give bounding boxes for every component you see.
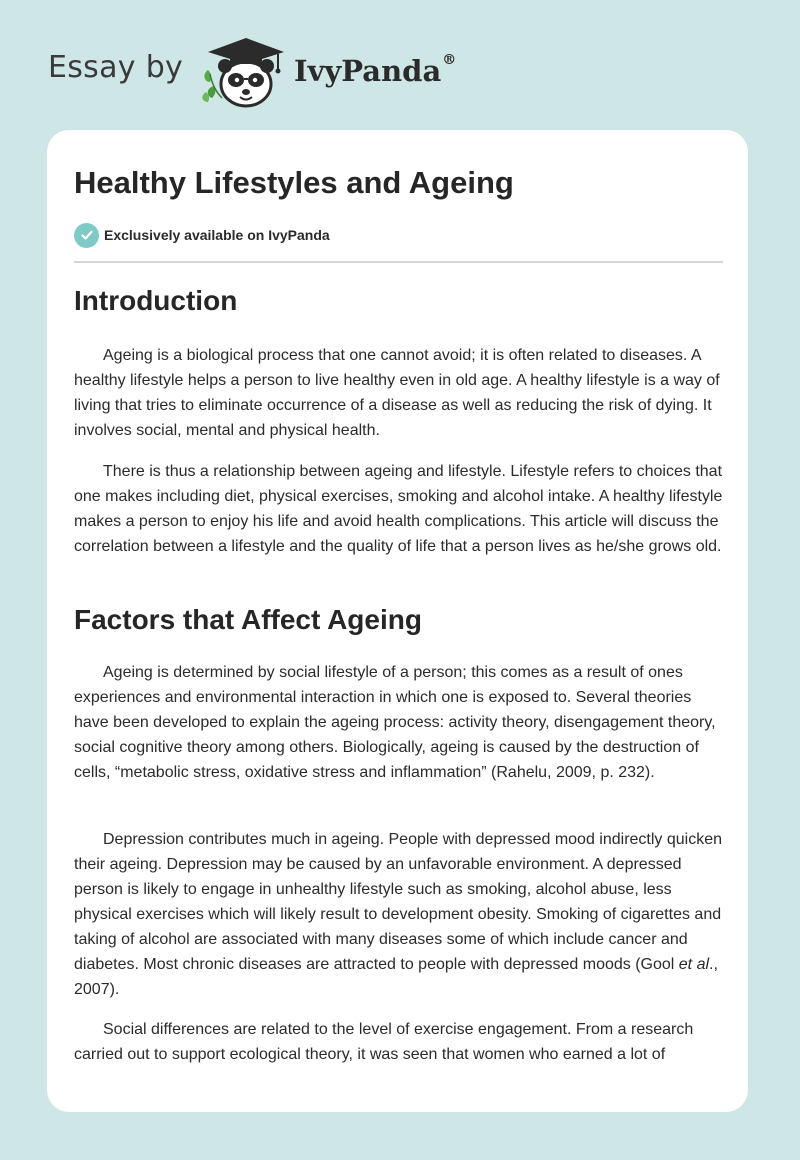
panda-logo-icon[interactable] [200,34,288,110]
badge-label: Exclusively available on IvyPanda [104,227,330,243]
section-heading-factors: Factors that Affect Ageing [74,604,422,635]
essay-by-label: Essay by [48,50,184,85]
paragraph: There is thus a relationship between ageing and lifestyle. Lifestyle refers to choices that one makes including diet, physical exercises, smoking and alcohol intake. A healthy lifestyle makes a person to enjoy his life and avoid health complications. This article will discuss the correlation between a lifestyle and the quality of life that a person lives as he/she grows old. [74,463,723,555]
brand-logo-text[interactable] [294,54,456,88]
citation-emphasis: et al [678,956,710,973]
essay-card [47,130,748,1112]
page-title: Healthy Lifestyles and Ageing [74,165,514,200]
paragraph: Ageing is determined by social lifestyle of a person; this comes as a result of ones experiences and environmental interaction in which one is exposed to. Several theories have been developed to explain the ageing process: activity theory, disengagement theory, social cognitive theory among others. Biologically, ageing is caused by the destruction of cells, “metabolic stress, oxidative stress and inflammation” (Rahelu, 2009, p. 232). [74,664,716,781]
title-divider [74,261,723,263]
check-circle-icon [74,223,99,248]
paragraph: Social differences are related to the level of exercise engagement. From a research carried out to support ecological theory, it was seen that women who earned a lot of [74,1021,694,1063]
brand-name: IvyPanda [294,54,442,88]
site-header [0,0,800,130]
registered-mark: ® [442,52,457,69]
paragraph: Depression contributes much in ageing. People with depressed mood indirectly quicken their ageing. Depression may be caused by an unfavorable environment. A depressed person is likely to engage in unhealthy lifestyle such as smoking, alcohol abuse, less physical exercises which will likely result to development obesity. Smoking of cigarettes and taking of alcohol are associated with many diseases some of which include cancer and diabetes. Most chronic diseases are attracted to people with depressed moods (Gool et al., 2007). [74,831,723,998]
paragraph: Ageing is a biological process that one cannot avoid; it is often related to diseases. A healthy lifestyle helps a person to live healthy even in old age. A healthy lifestyle is a way of living that tries to eliminate occurrence of a disease as well as reducing the risk of dying. It involves social, mental and physical health. [74,347,720,439]
exclusive-badge [74,222,330,248]
section-heading-introduction: Introduction [74,285,238,316]
